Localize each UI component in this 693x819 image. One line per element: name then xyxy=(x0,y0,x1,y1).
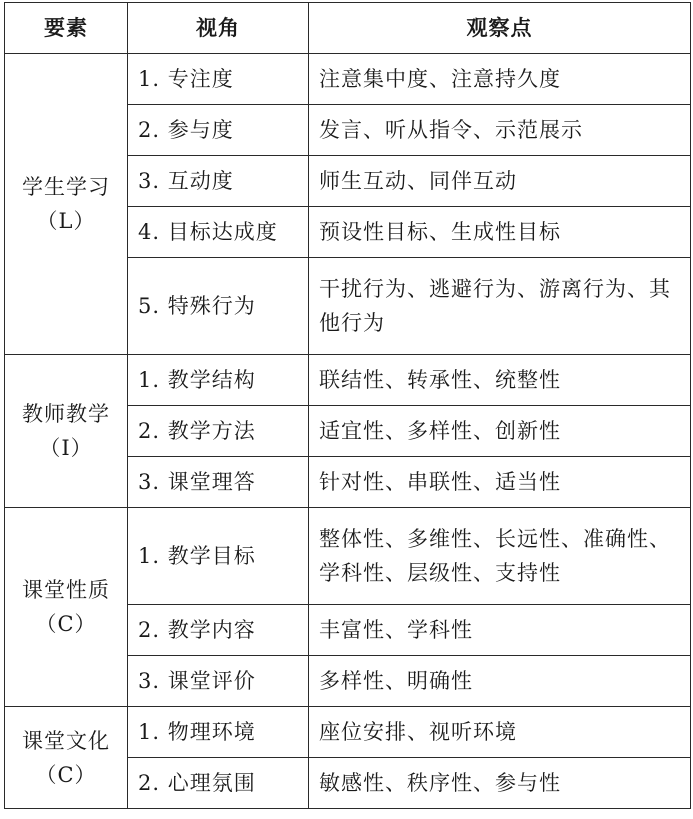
factor-code: （C） xyxy=(35,762,97,787)
factor-cell-student-learning xyxy=(5,54,128,355)
view-cell: 1. 专注度 xyxy=(128,54,309,105)
factor-code: （L） xyxy=(36,209,96,233)
view-cell: 2. 教学内容 xyxy=(128,605,309,656)
header-view: 视角 xyxy=(128,3,309,54)
view-cell: 3. 互动度 xyxy=(128,156,309,207)
header-row xyxy=(5,3,691,54)
view-cell: 1. 教学目标 xyxy=(128,508,309,605)
factor-cell-classroom-culture xyxy=(5,707,128,809)
points-cell: 针对性、串联性、适当性 xyxy=(309,457,691,508)
points-cell: 师生互动、同伴互动 xyxy=(309,156,691,207)
points-cell: 整体性、多维性、长远性、准确性、学科性、层级性、支持性 xyxy=(309,508,691,605)
observation-table xyxy=(4,2,691,809)
table-row xyxy=(5,707,691,758)
view-cell: 3. 课堂理答 xyxy=(128,457,309,508)
table-row xyxy=(5,355,691,406)
points-cell: 座位安排、视听环境 xyxy=(309,707,691,758)
factor-label: 课堂文化 xyxy=(22,728,110,753)
factor-cell-classroom-nature xyxy=(5,508,128,707)
points-cell: 联结性、转承性、统整性 xyxy=(309,355,691,406)
view-cell: 1. 物理环境 xyxy=(128,707,309,758)
points-cell: 预设性目标、生成性目标 xyxy=(309,207,691,258)
points-cell: 适宜性、多样性、创新性 xyxy=(309,406,691,457)
table-row xyxy=(5,54,691,105)
header-points: 观察点 xyxy=(309,3,691,54)
points-cell: 干扰行为、逃避行为、游离行为、其他行为 xyxy=(309,258,691,355)
factor-code: （I） xyxy=(39,436,93,460)
factor-code: （C） xyxy=(35,612,97,636)
header-factor: 要素 xyxy=(5,3,128,54)
view-cell: 5. 特殊行为 xyxy=(128,258,309,355)
points-cell: 敏感性、秩序性、参与性 xyxy=(309,758,691,809)
view-cell: 2. 心理氛围 xyxy=(128,758,309,809)
points-cell: 多样性、明确性 xyxy=(309,656,691,707)
factor-label: 教师教学 xyxy=(22,402,110,426)
factor-cell-teacher-teaching xyxy=(5,355,128,508)
view-cell: 2. 参与度 xyxy=(128,105,309,156)
view-cell: 1. 教学结构 xyxy=(128,355,309,406)
points-cell: 发言、听从指令、示范展示 xyxy=(309,105,691,156)
view-cell: 2. 教学方法 xyxy=(128,406,309,457)
factor-label: 课堂性质 xyxy=(22,578,110,602)
factor-label: 学生学习 xyxy=(22,175,110,199)
points-cell: 丰富性、学科性 xyxy=(309,605,691,656)
view-cell: 3. 课堂评价 xyxy=(128,656,309,707)
points-cell: 注意集中度、注意持久度 xyxy=(309,54,691,105)
view-cell: 4. 目标达成度 xyxy=(128,207,309,258)
table-row xyxy=(5,508,691,605)
